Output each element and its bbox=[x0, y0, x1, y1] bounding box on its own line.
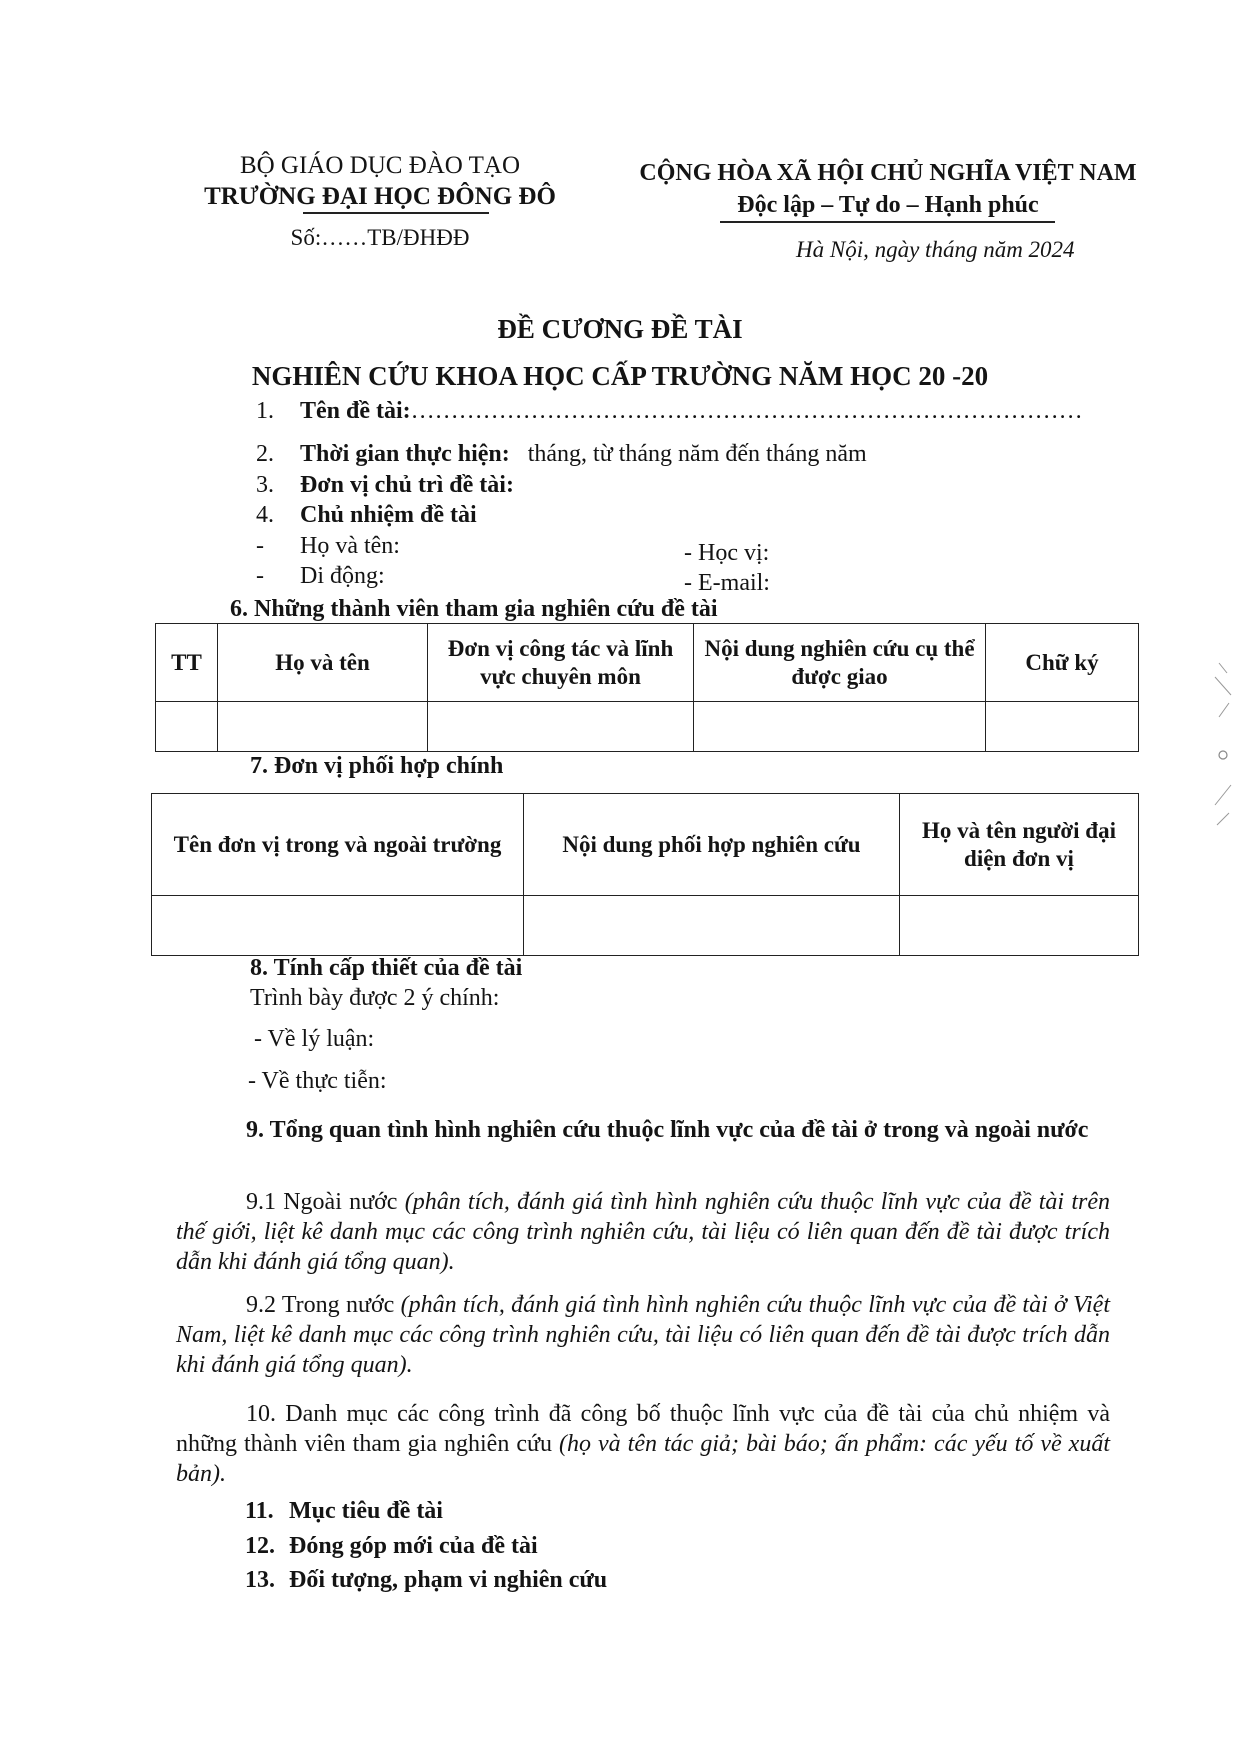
table-cell[interactable] bbox=[524, 896, 900, 956]
section-12-heading bbox=[245, 1533, 538, 1560]
item-label: Thời gian thực hiện: bbox=[300, 441, 510, 467]
paragraph-note: (họ và tên tác giả; bài báo; ấn phẩm: các yếu tố về xuất bản). bbox=[176, 1431, 1110, 1487]
fill-dots: ………………………………………………………………………… bbox=[410, 398, 1083, 424]
paragraph-note: (phân tích, đánh giá tình hình nghiên cứu thuộc lĩnh vực của đề tài ở Việt Nam, liệt kê danh mục các công trình nghiên cứu, tài liệu có liên quan đến đề tài được trích dẫn khi đánh giá tổng quan). bbox=[176, 1292, 1110, 1378]
column-header: Họ và tên người đại diện đơn vị bbox=[900, 794, 1139, 896]
item-number: 3. bbox=[256, 472, 274, 498]
bullet-dash: - bbox=[256, 533, 264, 559]
degree-label: - Học vị: bbox=[684, 540, 770, 566]
email-label: - E-mail: bbox=[684, 570, 770, 596]
item-label: Tên đề tài: bbox=[300, 398, 411, 424]
section-9-heading: 9. Tổng quan tình hình nghiên cứu thuộc lĩnh vực của đề tài ở trong và ngoài nước bbox=[246, 1117, 1089, 1143]
place-date: Hà Nội, ngày tháng năm 2024 bbox=[796, 237, 1075, 262]
column-header: Tên đơn vị trong và ngoài trường bbox=[152, 794, 524, 896]
column-header: Nội dung nghiên cứu cụ thể được giao bbox=[694, 624, 986, 702]
table-cell[interactable] bbox=[900, 896, 1139, 956]
title-line-1: ĐỀ CƯƠNG ĐỀ TÀI bbox=[497, 314, 743, 344]
section-9-1-paragraph bbox=[176, 1187, 1110, 1277]
item-label: Đối tượng, phạm vi nghiên cứu bbox=[289, 1567, 608, 1593]
column-header: Nội dung phối hợp nghiên cứu bbox=[524, 794, 900, 896]
section-8-intro: Trình bày được 2 ý chính: bbox=[250, 985, 500, 1011]
paragraph-note: (phân tích, đánh giá tình hình nghiên cứu thuộc lĩnh vực của đề tài trên thế giới, liệt kê danh mục các công trình nghiên cứu, tài liệu có liên quan đến đề tài được trích dẫn khi đánh giá tổng quan). bbox=[176, 1189, 1110, 1275]
section-8-heading: 8. Tính cấp thiết của đề tài bbox=[250, 955, 523, 981]
leader-name-row bbox=[256, 533, 400, 560]
table-row bbox=[152, 896, 1139, 956]
university-name: TRƯỜNG ĐẠI HỌC ĐÔNG ĐÔ bbox=[204, 183, 556, 210]
column-header: TT bbox=[156, 624, 218, 702]
republic-name: CỘNG HÒA XÃ HỘI CHỦ NGHĨA VIỆT NAM bbox=[639, 160, 1137, 186]
bullet-dash: - bbox=[256, 563, 264, 589]
table-cell[interactable] bbox=[152, 896, 524, 956]
practice-label: - Về thực tiễn: bbox=[248, 1068, 387, 1094]
partners-table bbox=[151, 793, 1139, 956]
mobile-label: Di động: bbox=[300, 563, 385, 589]
paragraph-lead: 10. Danh mục các công trình đã công bố thuộc lĩnh vực của đề tài của chủ nhiệm và những thành viên tham gia nghiên cứu bbox=[176, 1401, 1110, 1457]
item-number: 1. bbox=[256, 398, 274, 424]
column-header: Họ và tên bbox=[218, 624, 428, 702]
item-host-unit bbox=[256, 472, 514, 499]
item-label: Mục tiêu đề tài bbox=[289, 1498, 443, 1524]
column-header: Đơn vị công tác và lĩnh vực chuyên môn bbox=[428, 624, 694, 702]
table-row bbox=[156, 702, 1139, 752]
table-cell[interactable] bbox=[218, 702, 428, 752]
item-number: 11. bbox=[245, 1498, 274, 1524]
item-value: tháng, từ tháng năm đến tháng năm bbox=[527, 441, 867, 467]
paragraph-lead: 9.2 Trong nước bbox=[246, 1292, 401, 1318]
item-duration bbox=[256, 441, 867, 468]
national-motto: Độc lập – Tự do – Hạnh phúc bbox=[737, 192, 1039, 218]
section-11-heading bbox=[245, 1498, 443, 1525]
paragraph-lead: 9.1 Ngoài nước bbox=[246, 1189, 405, 1215]
table-cell[interactable] bbox=[694, 702, 986, 752]
table-cell[interactable] bbox=[986, 702, 1139, 752]
item-project-leader bbox=[256, 502, 477, 529]
table-header-row bbox=[156, 624, 1139, 702]
section-7-heading: 7. Đơn vị phối hợp chính bbox=[250, 753, 504, 779]
item-number: 4. bbox=[256, 502, 274, 528]
theory-label: - Về lý luận: bbox=[254, 1026, 375, 1052]
item-label: Đóng góp mới của đề tài bbox=[289, 1533, 538, 1559]
table-header-row bbox=[152, 794, 1139, 896]
motto-underline bbox=[720, 221, 1055, 223]
leader-mobile-row bbox=[256, 563, 385, 590]
item-label: Đơn vị chủ trì đề tài: bbox=[300, 472, 514, 498]
ministry-name: BỘ GIÁO DỤC ĐÀO TẠO bbox=[239, 152, 521, 179]
university-underline bbox=[303, 212, 489, 214]
section-6-heading: 6. Những thành viên tham gia nghiên cứu đề tài bbox=[230, 596, 718, 622]
column-header: Chữ ký bbox=[986, 624, 1139, 702]
margin-scan-marks bbox=[1205, 655, 1237, 855]
item-number: 2. bbox=[256, 441, 274, 467]
document-number: Số:……TB/ĐHĐĐ bbox=[290, 225, 470, 250]
item-label: Chủ nhiệm đề tài bbox=[300, 502, 477, 528]
item-topic-name bbox=[256, 398, 1083, 425]
section-10-paragraph bbox=[176, 1399, 1110, 1489]
item-number: 13. bbox=[245, 1567, 275, 1593]
table-cell[interactable] bbox=[428, 702, 694, 752]
members-table bbox=[155, 623, 1139, 752]
section-9-2-paragraph bbox=[176, 1290, 1110, 1380]
section-13-heading bbox=[245, 1567, 607, 1594]
name-label: Họ và tên: bbox=[300, 533, 400, 559]
item-number: 12. bbox=[245, 1533, 275, 1559]
table-cell[interactable] bbox=[156, 702, 218, 752]
title-line-2: NGHIÊN CỨU KHOA HỌC CẤP TRƯỜNG NĂM HỌC 20 -20 bbox=[251, 361, 989, 391]
